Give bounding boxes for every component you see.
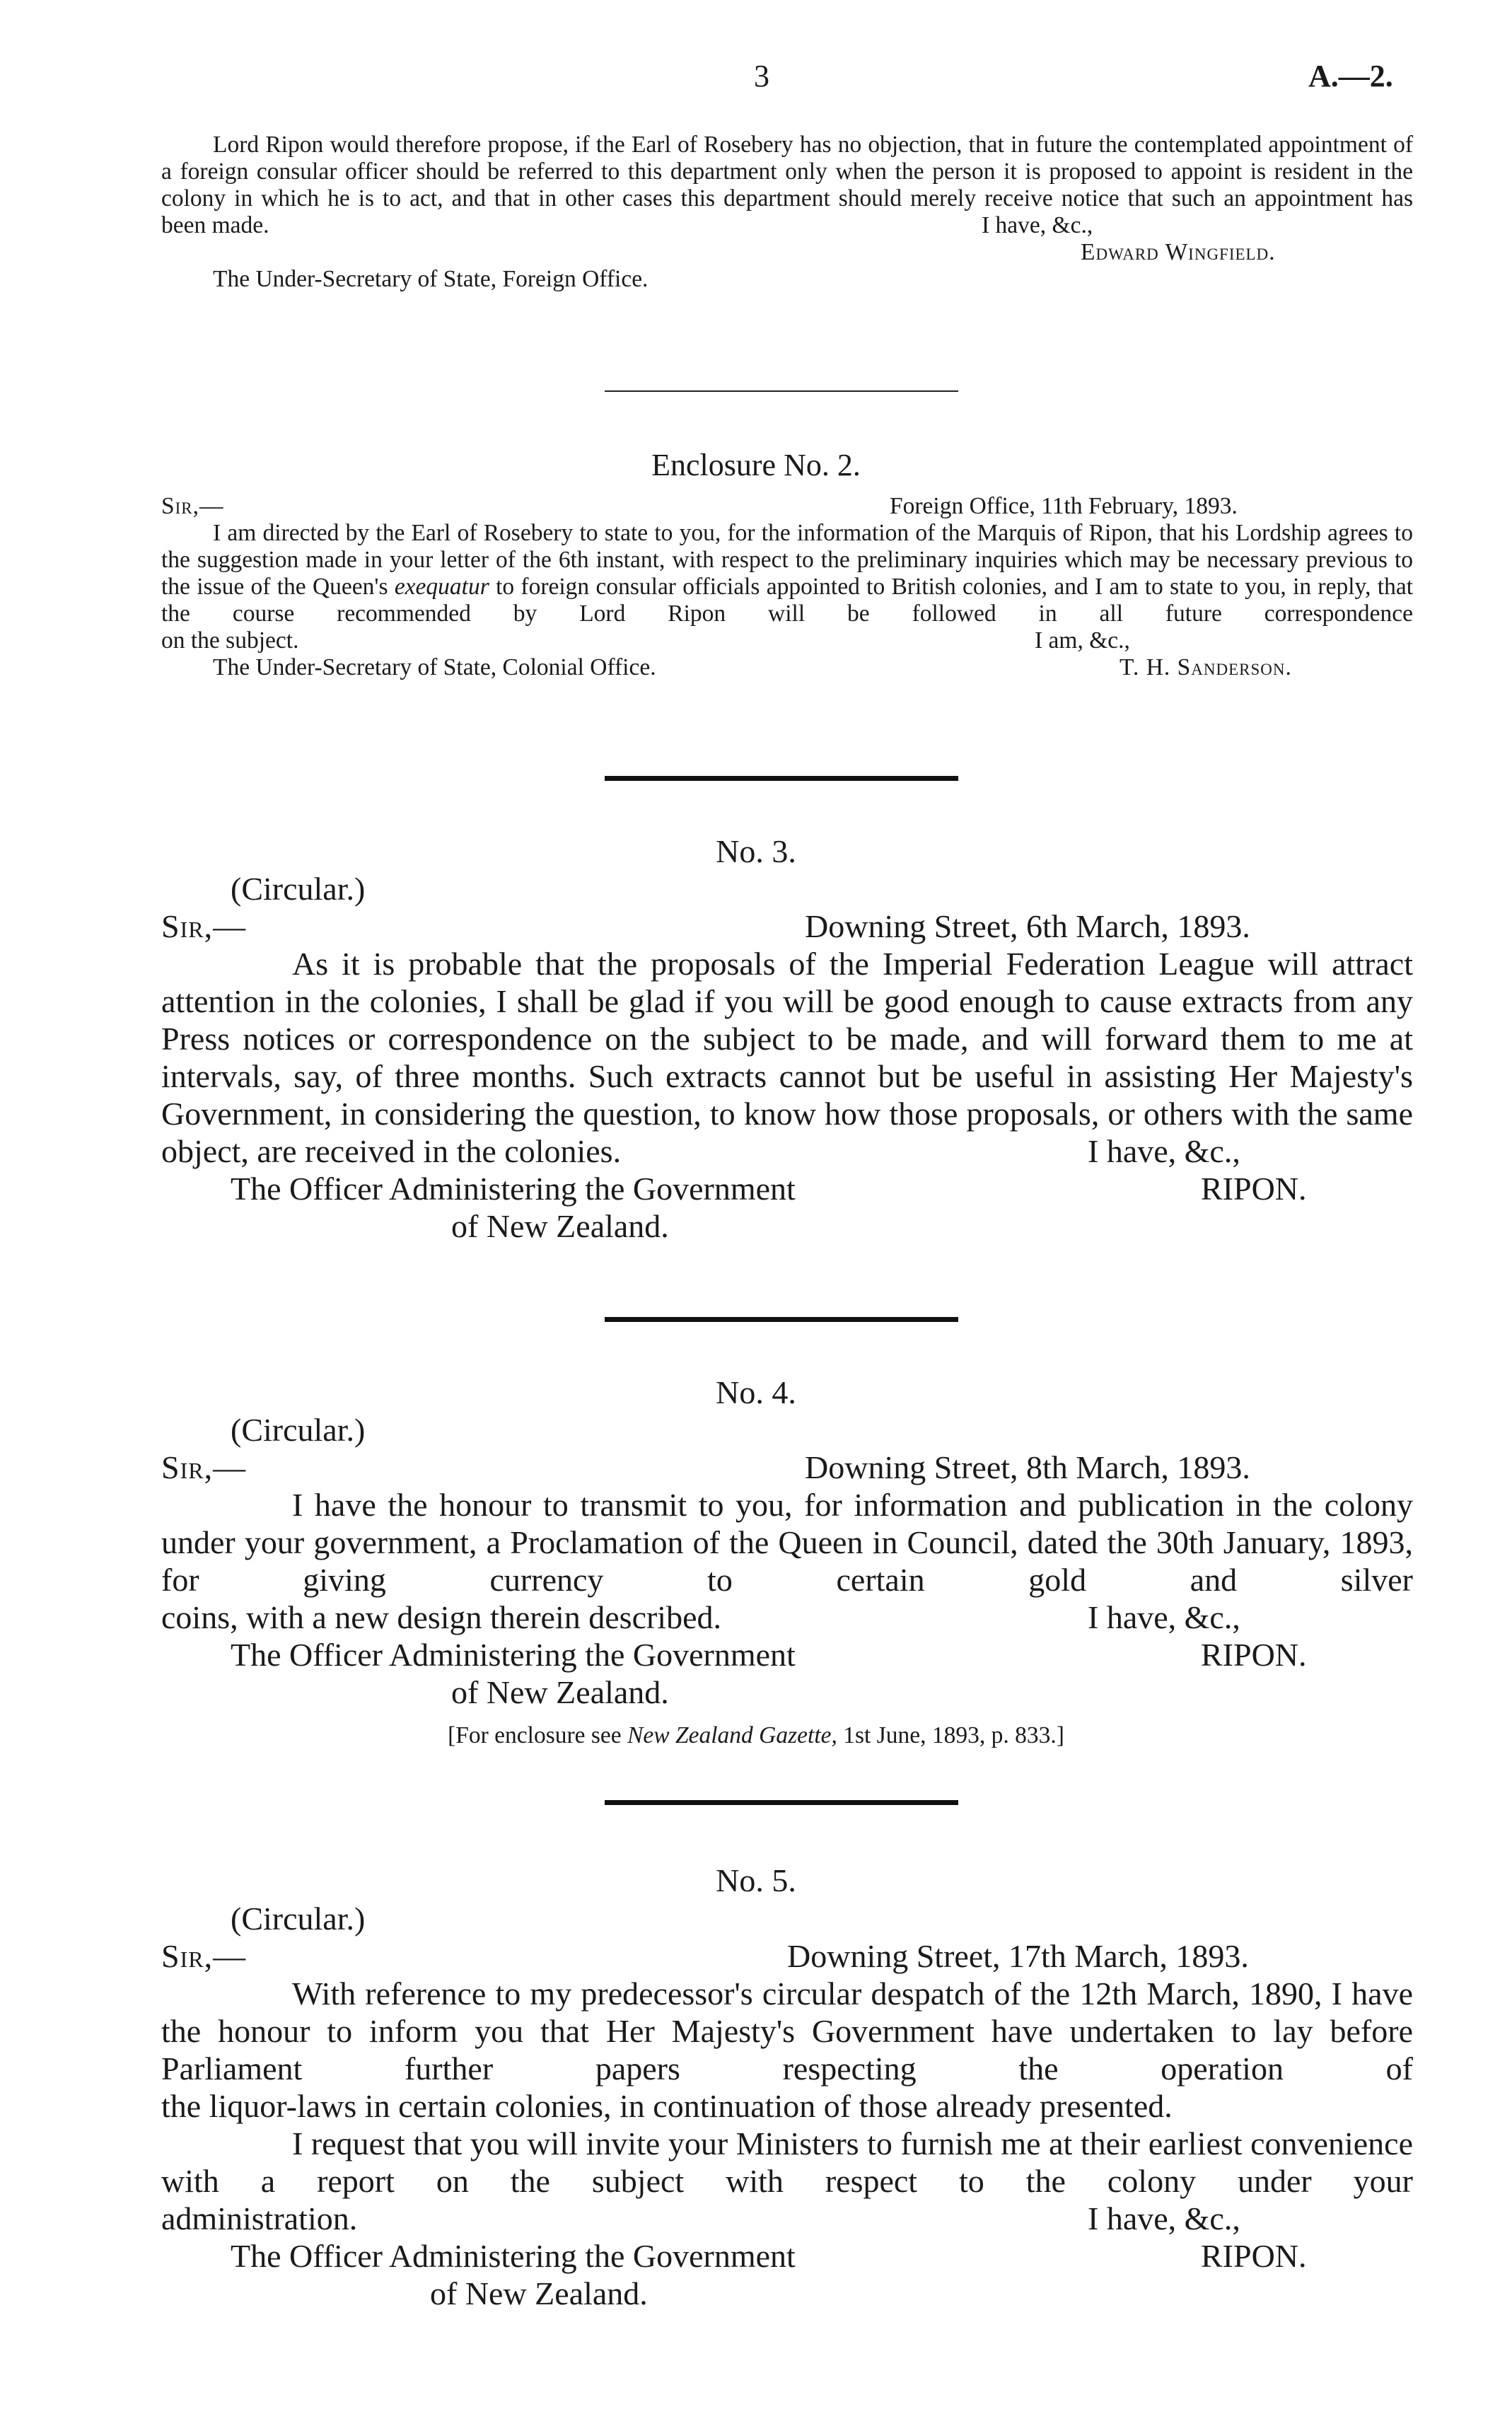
addressee-line	[161, 1170, 1413, 1207]
addressee: The Officer Administering the Government	[231, 1637, 796, 1673]
addressee: The Officer Administering the Government	[231, 1171, 796, 1207]
salutation: Sir,—	[161, 1938, 247, 1974]
letter-continuation	[161, 132, 1413, 293]
salutation: Sir,—	[161, 908, 247, 944]
section-title: No. 5.	[716, 1862, 796, 1898]
addressee: The Under-Secretary of State, Foreign Office.	[213, 266, 649, 292]
page-number: 3	[754, 59, 769, 93]
circular-label: (Circular.)	[231, 1901, 366, 1937]
section-divider	[605, 390, 958, 392]
enclosure-letter	[161, 493, 1413, 681]
signature: Edward Wingfield.	[1081, 239, 1276, 265]
letter-paragraph: As it is probable that the proposals of the Imperial Federation League will attract attention in the colonies, I shall be glad if you will be good enough to cause extracts from any Press notices or correspondence on the subject to be made, and will forward them to me at intervals, say, of three months. Such extracts cannot but be useful in assisting Her Majesty's Government, in considering the question, to know how those proposals, or others with the same	[161, 946, 1413, 1132]
letter-closing-line: object, are received in the colonies. I have, &c.,	[161, 1133, 1240, 1169]
section-title: No. 4.	[716, 1374, 796, 1410]
circular-letter-3	[161, 870, 1413, 1245]
closing-phrase: I have, &c.,	[1088, 1133, 1240, 1169]
salutation-line	[161, 493, 1413, 520]
letter-closing-line: administration. I have, &c.,	[161, 2200, 1240, 2236]
enclosure-note: [For enclosure see New Zealand Gazette, 1st June, 1893, p. 833.]	[448, 1722, 1064, 1748]
closing-phrase: I have, &c.,	[1088, 1599, 1240, 1635]
signature-line	[161, 239, 1413, 266]
section-title: Enclosure No. 2.	[651, 448, 861, 482]
addressee-line	[161, 266, 1413, 293]
signature: RIPON.	[1201, 2238, 1307, 2274]
signature: RIPON.	[1201, 1637, 1307, 1673]
section-divider	[605, 1317, 958, 1322]
letter-paragraph: I request that you will invite your Ministers to furnish me at their earliest convenience with a report on the subject with respect to the colony under your	[161, 2125, 1413, 2199]
addressee-line	[161, 1636, 1413, 1673]
addressee: The Officer Administering the Government	[231, 2238, 796, 2274]
letter-closing-line: on the subject. I am, &c.,	[161, 627, 1130, 654]
salutation-line	[161, 1449, 1413, 1486]
addressee-line	[161, 2237, 1413, 2275]
letter-paragraph: I have the honour to transmit to you, for information and publication in the colony under your government, a Proclamation of the Queen in Council, dated the 30th January, 1893, for giving currency to certain gold and silver	[161, 1487, 1413, 1598]
salutation-line	[161, 907, 1413, 945]
circular-letter-5: (Circular.) Sir,— Downing Street, 17th March, 1893. With reference to my predecessor's circular despatch of the 12th March, 1890, I have the honour to inform you that Her Majesty's Government have undertaken to lay before Parliament further papers respecting the operation of the liquor-laws in certain colonies, in continuation of those already presented. I request that you will invite your Ministers to furnish me at their earliest convenience with a report on the subject with respect to the colony under your administration. I have, &c., The Officer Administering the Government RIPON. of New Zealand.	[161, 1901, 1413, 2311]
section-divider	[605, 776, 958, 781]
letter-paragraph: I am directed by the Earl of Rosebery to state to you, for the information of the Marquis of Ripon, that his Lordship agrees to the suggestion made in your letter of the 6th instant, with respect to the preliminary inquiries which may be necessary previous to the issue of the Queen's exequatur to foreign consular officials appointed to British colonies, and I am to state to you, in reply, that the course recommended by Lord Ripon will be followed in all future correspondence	[161, 520, 1414, 627]
addressee: The Under-Secretary of State, Colonial Office.	[213, 654, 656, 680]
letter-paragraph: Lord Ripon would therefore propose, if the Earl of Rosebery has no objection, that in future the contemplated appointment of a foreign consular officer should be referred to this department only when the person it is proposed to appoint is resident in the colony in which he is to act, and that in other cases this department should merely receive notice that such an appointment has	[161, 132, 1413, 211]
signature: RIPON.	[1201, 1171, 1307, 1207]
letter-closing-line: coins, with a new design therein described. I have, &c.,	[161, 1599, 1240, 1635]
place-date: Foreign Office, 11th February, 1893.	[890, 493, 1238, 519]
letter-closing-line: been made. I have, &c.,	[161, 212, 1093, 238]
salutation: Sir,—	[161, 493, 224, 519]
place-date: Downing Street, 6th March, 1893.	[805, 908, 1250, 944]
addressee-location: of New Zealand.	[430, 2275, 648, 2311]
section-divider	[605, 1800, 958, 1805]
salutation-line	[161, 1937, 1413, 1975]
closing-phrase: I have, &c.,	[1088, 2200, 1240, 2236]
section-title: No. 3.	[716, 833, 796, 869]
salutation: Sir,—	[161, 1449, 247, 1485]
place-date: Downing Street, 8th March, 1893.	[805, 1449, 1250, 1485]
circular-label: (Circular.)	[231, 1412, 366, 1448]
signature: T. H. Sanderson.	[1120, 654, 1292, 680]
circular-label: (Circular.)	[231, 871, 366, 907]
closing-phrase: I am, &c.,	[1035, 627, 1130, 654]
circular-letter-4	[161, 1411, 1413, 1711]
place-date: Downing Street, 17th March, 1893.	[787, 1938, 1249, 1974]
document-reference: A.—2.	[1308, 59, 1393, 93]
letter-paragraph: With reference to my predecessor's circular despatch of the 12th March, 1890, I have the honour to inform you that Her Majesty's Government have undertaken to lay before Parliament further papers respecting the operation of	[161, 1975, 1413, 2087]
addressee-location: of New Zealand.	[451, 1674, 669, 1710]
closing-phrase: I have, &c.,	[982, 212, 1093, 238]
addressee-line	[161, 654, 1413, 681]
addressee-location: of New Zealand.	[451, 1208, 669, 1244]
